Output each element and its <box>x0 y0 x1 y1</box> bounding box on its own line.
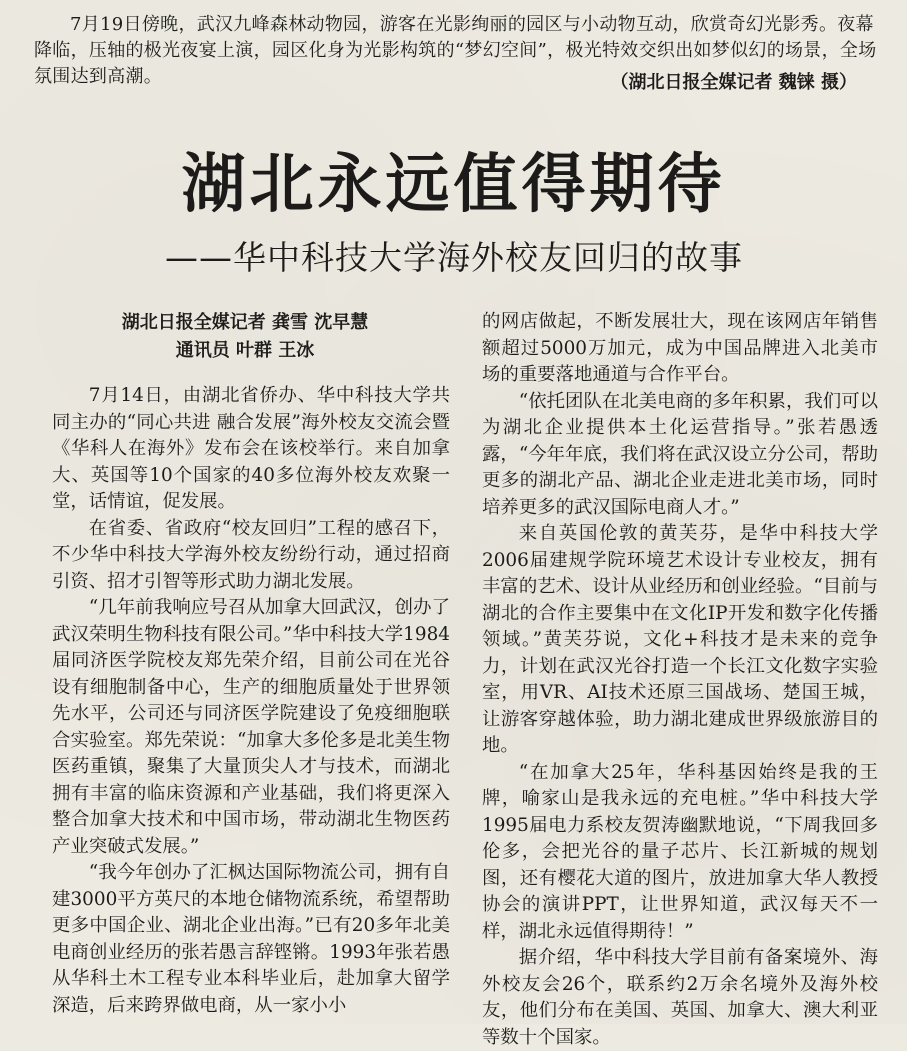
article-subtitle: ——华中科技大学海外校友回归的故事 <box>165 238 743 277</box>
paragraph: “依托团队在北美电商的多年积累，我们可以为湖北企业提供本土化运营指导。”张若愚透露，“今年年底，我们将在武汉设立分公司，帮助更多的湖北产品、湖北企业走进北美市场，同时培养更多的武汉国际电商人才。” <box>482 390 878 518</box>
paragraph-continued: 的网店做起，不断发展壮大，现在该网店年销售额超过5000万加元，成为中国品牌进入北美市场的重要落地通道与合作平台。 <box>482 311 878 385</box>
paragraph: 据介绍，华中科技大学目前有备案境外、海外校友会26个，联系约2万余名境外及海外校友，他们分布在美国、英国、加拿大、澳大利亚等数十个国家。 <box>482 947 878 1048</box>
paragraph: “几年前我响应号召从加拿大回武汉，创办了武汉荣明生物科技有限公司。”华中科技大学1984届同济医学院校友郑先荣介绍，目前公司在光谷设有细胞制备中心，生产的细胞质量处于世界领先水平，公司还与同济医学院建设了免疫细胞联合实验室。郑先荣说：“加拿大多伦多是北美生物医药重镇，聚集了大量顶尖人才与技术，而湖北拥有丰富的临床资源和产业基础，我们将更深入整合加拿大技术和中国市场，带动湖北生物医药产业突破式发展。” <box>52 597 450 857</box>
paragraph: 来自英国伦敦的黄芙芬，是华中科技大学2006届建规学院环境艺术设计专业校友，拥有丰富的艺术、设计从业经历和创业经验。“目前与湖北的合作主要集中在文化IP开发和数字化传播领域。”黄芙芬说，文化+科技才是未来的竞争力，计划在武汉光谷打造一个长江文化数字实验室，用VR、AI技术还原三国战场、楚国王城，让游客穿越体验，助力湖北建成世界级旅游目的地。 <box>482 523 878 756</box>
byline-reporters: 湖北日报全媒记者 龚雪 沈早慧 <box>121 312 369 333</box>
article-column-left <box>52 383 450 1019</box>
paragraph: “在加拿大25年，华科基因始终是我的王牌，喻家山是我永远的充电桩。”华中科技大学1995届电力系校友贺涛幽默地说，“下周我回多伦多，会把光谷的量子芯片、长江新城的规划图，还有樱花大道的图片，放进加拿大华人教授协会的演讲PPT，让世界知道，武汉每天不一样，湖北永远值得期待！” <box>482 761 878 942</box>
byline-correspondents: 通讯员 叶群 王冰 <box>175 340 315 361</box>
article-column-right <box>482 309 878 1051</box>
article-title: 湖北永远值得期待 <box>181 148 726 222</box>
paragraph: 在省委、省政府“校友回归”工程的感召下，不少华中科技大学海外校友纷纷行动，通过招商引资、招才引智等形式助力湖北发展。 <box>52 517 450 592</box>
paragraph: “我今年创办了汇枫达国际物流公司，拥有自建3000平方英尺的本地仓储物流系统，希望帮助更多中国企业、湖北企业出海。”已有20多年北美电商创业经历的张若愚言辞铿锵。1993年张若愚从华科土木工程专业本科毕业后，赴加拿大留学深造，后来跨界做电商，从一家小小 <box>52 862 450 1016</box>
photo-credit: （湖北日报全媒记者 魏铼 摄） <box>610 72 857 93</box>
photo-caption: 7月19日傍晚，武汉九峰森林动物园，游客在光影绚丽的园区与小动物互动，欣赏奇幻光影秀。夜幕降临，压轴的极光夜宴上演，园区化身为光影构筑的“梦幻空间”，极光特效交织出如梦似幻的场景，全场氛围达到高潮。 <box>34 14 877 87</box>
paragraph: 7月14日，由湖北省侨办、华中科技大学共同主办的“同心共进 融合发展”海外校友交流会暨《华科人在海外》发布会在该校举行。来自加拿大、英国等10个国家的40多位海外校友欢聚一堂，话情谊，促发展。 <box>52 385 450 512</box>
